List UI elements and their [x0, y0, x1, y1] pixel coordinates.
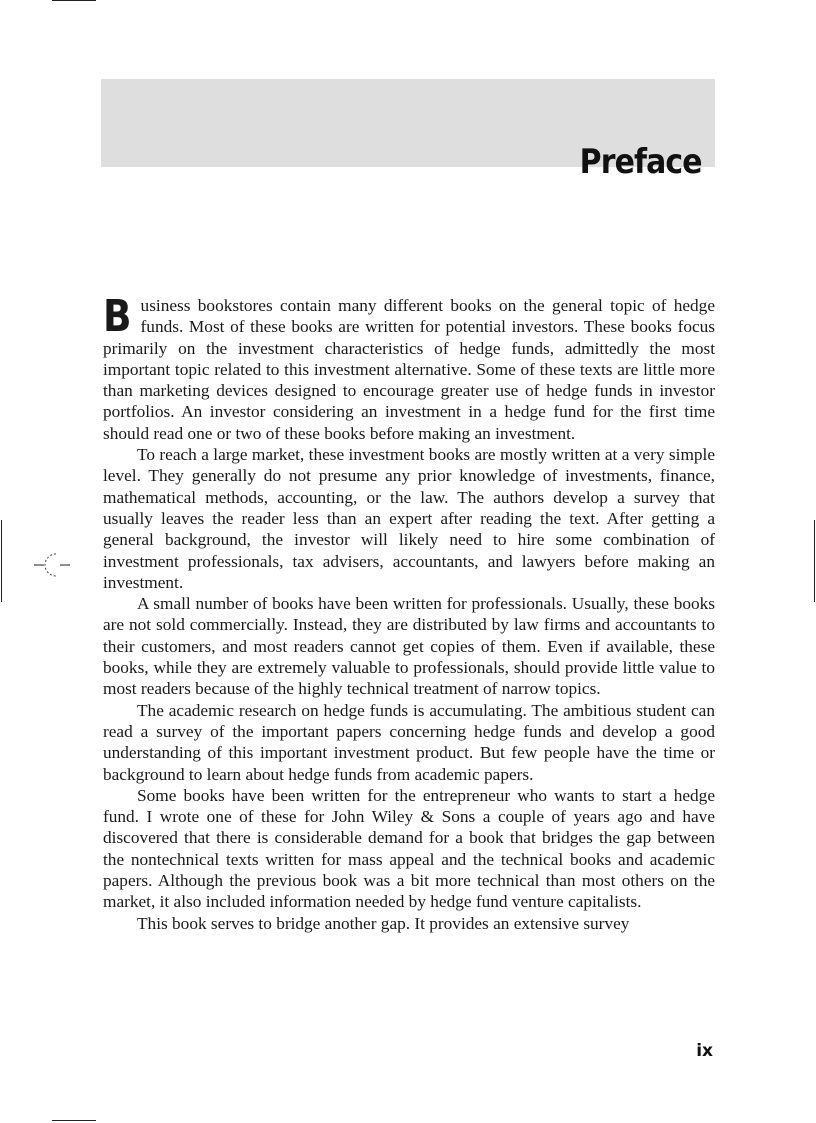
paragraph-text: usiness bookstores contain many different books on the general topic of hedge funds. Most of these books are written for potential investors. These books focus primarily on the investment characteristics of hedge funds, admittedly the most important topic related to this investment alternative. Some of these texts are little more than marketing devices designed to encourage greater use of hedge funds in investor portfolios. An investor considering an investment in a hedge fund for the first time should read one or two of these books before making an investment. [103, 296, 715, 443]
paragraph: Some books have been written for the entrepreneur who wants to start a hedge fund. I wrote one of these for John Wiley & Sons a couple of years ago and have discovered that there is considerable demand for a book that bridges the gap between the nontechnical texts written for mass appeal and the technical books and academic papers. Although the previous book was a bit more technical than most others on the market, it also included information needed by hedge fund venture capitalists. [103, 785, 715, 912]
crop-mark-bottom [52, 1120, 96, 1121]
chapter-title: Preface [579, 142, 702, 182]
paragraph [103, 291, 715, 444]
body-text [103, 291, 715, 934]
crop-mark-right [814, 520, 815, 602]
paragraph: To reach a large market, these investment books are mostly written at a very simple level. They generally do not presume any prior knowledge of investments, finance, mathematical methods, accounting, or the law. The authors develop a survey that usually leaves the reader less than an expert after reading the text. After getting a general background, the investor will likely need to hire some combination of investment professionals, tax advisers, accountants, and lawyers before making an investment. [103, 445, 715, 592]
crop-mark-left [1, 520, 2, 602]
registration-mark-icon [34, 548, 98, 578]
page-number: ix [696, 1041, 713, 1061]
paragraph: The academic research on hedge funds is accumulating. The ambitious student can read a survey of the important papers concerning hedge funds and develop a good understanding of this important investment product. But few people have the time or background to learn about hedge funds from academic papers. [103, 700, 715, 784]
paragraph: A small number of books have been written for professionals. Usually, these books are not sold commercially. Instead, they are distributed by law firms and accountants to their customers, and most readers cannot get copies of them. Even if available, these books, while they are extremely valuable to professionals, should provide little value to most readers because of the highly technical treatment of narrow topics. [103, 594, 715, 699]
drop-cap: B [103, 291, 132, 342]
crop-mark-top [52, 0, 96, 1]
paragraph: This book serves to bridge another gap. It provides an extensive survey [137, 913, 630, 933]
